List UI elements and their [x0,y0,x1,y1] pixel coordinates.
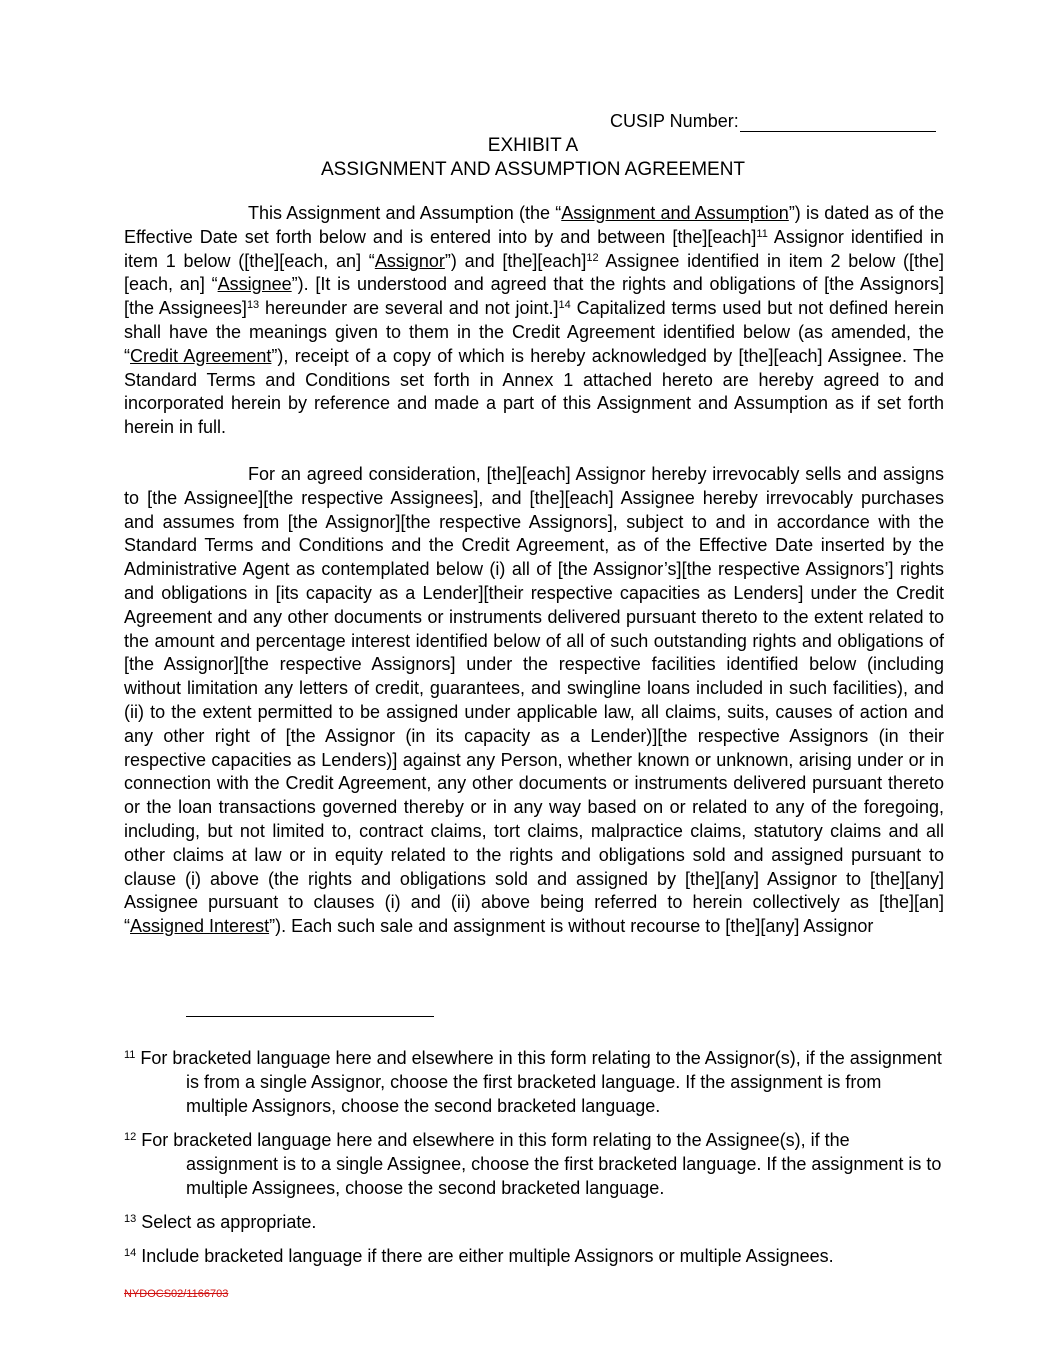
defined-term-assignee: Assignee [217,274,292,295]
agreement-title: ASSIGNMENT AND ASSUMPTION AGREEMENT [320,159,746,180]
footnote-ref-11: 11 [756,227,768,240]
footnote-14 [124,1244,944,1268]
text-run: ”). Each such sale and assignment is without recourse to [the][any] Assignor [269,916,874,937]
footnote-number: 14 [124,1247,137,1259]
footnote-ref-13: 13 [246,299,260,312]
footnote-number: 12 [124,1131,137,1143]
footnote-ref-14: 14 [558,299,571,312]
text-run: ”) is dated as of the Effective Date set forth below and is entered into by and between [the][each] [124,203,944,247]
exhibit-title: EXHIBIT A [487,135,579,156]
text-run: ”) and [the][each] [444,250,587,271]
footnote-separator [186,1016,434,1017]
footnote-number: 13 [124,1213,137,1225]
paragraph-consideration [124,463,944,939]
text-run: Assignee identified in item 2 below ([the][each, an] “ [124,250,944,295]
text-run: For an agreed consideration, [the][each] Assignor hereby irrevocably sells and assigns to [the Assignee][the respective Assignees], and [the][each] Assignee hereby irrevocably purchases and assumes from [the Assignor][the respective Assignors], subject to and in accordance with the Standard Terms and Conditions and the Credit Agreement, as of the Effective Date inserted by the Administrative Agent as contemplated below (i) all of [the Assignor’s][the respective Assignors’] rights and obligations in [its capacity as a Lender][their respective capacities as Lenders] under the Credit Agreement and any other documents or instruments delivered pursuant thereto to the extent related to the amount and percentage interest identified below of all of such outstanding rights and obligations of [the Assignor][the respective Assignors] under the respective facilities identified below (including without limitation any letters of credit, guarantees, and swingline loans included in such facilities), and (ii) to the extent permitted to be assigned under applicable law, all claims, suits, causes of action and any other right of [the Assignor (in its capacity as a Lender)][the respective Assignors (in their respective capacities as Lenders)] against any Person, whether known or unknown, arising under or in connection with the Credit Agreement, any other documents or instruments delivered pursuant thereto or the loan transactions governed thereby or in any way based on or related to any of the foregoing, including, but not limited to, contract claims, tort claims, malpractice claims, statutory claims and all other claims at law or in equity related to the rights and obligations sold and assigned pursuant to clause (i) above (the rights and obligations sold and assigned by [the][any] Assignor to [the][any] Assignee pursuant to clauses (i) and (ii) above being referred to herein collectively as [the][an] “ [124,464,944,937]
defined-term-assigned-interest: Assigned Interest [130,916,270,937]
footnote-text: For bracketed language here and elsewhere in this form relating to the Assignor(s), if the assignment is from a single Assignor, choose the first bracketed language. If the assignment is from multiple Assignors, choose the second bracketed language. [135,1048,942,1116]
footnote-text: Include bracketed language if there are either multiple Assignors or multiple Assignees. [136,1246,834,1266]
cusip-label: CUSIP Number: [610,111,739,131]
cusip-blank-line [740,112,936,132]
footnote-text: Select as appropriate. [136,1212,317,1232]
text-run: This Assignment and Assumption (the “ [248,203,562,223]
footnote-13 [124,1210,944,1234]
text-run: ”). [It is understood and agreed that the rights and obligations of [the Assignors][the Assignees] [124,274,944,319]
footnote-12 [124,1128,944,1200]
cusip-field [610,111,936,132]
defined-term-credit-agreement: Credit Agreement [130,345,272,366]
defined-term-assignment: Assignment and Assumption [561,203,789,223]
paragraph-intro [124,202,944,440]
text-run: Capitalized terms used but not defined herein shall have the meanings given to them in the Credit Agreement identified below (as amended, the “ [124,298,944,366]
footnote-11 [124,1046,944,1118]
footnote-number: 11 [124,1049,136,1061]
text-run: hereunder are several and not joint.] [259,298,559,319]
text-run: Assignor identified in item 1 below ([the][each, an] “ [124,226,944,271]
footnote-text: For bracketed language here and elsewhere in this form relating to the Assignee(s), if the assignment is to a single Assignee, choose the first bracketed language. If the assignment is to multiple Assignees, choose the second bracketed language. [136,1130,942,1198]
document-id: NYDOCS02/1166703 [124,1288,229,1300]
text-run: ”), receipt of a copy of which is hereby acknowledged by [the][each] Assignee. The Standard Terms and Conditions set forth in Annex 1 attached hereto are hereby agreed to and incorporated herein by reference and made a part of this Assignment and Assumption as if set forth herein in full. [124,345,944,438]
defined-term-assignor: Assignor [374,250,445,271]
footnote-ref-12: 12 [586,251,599,264]
